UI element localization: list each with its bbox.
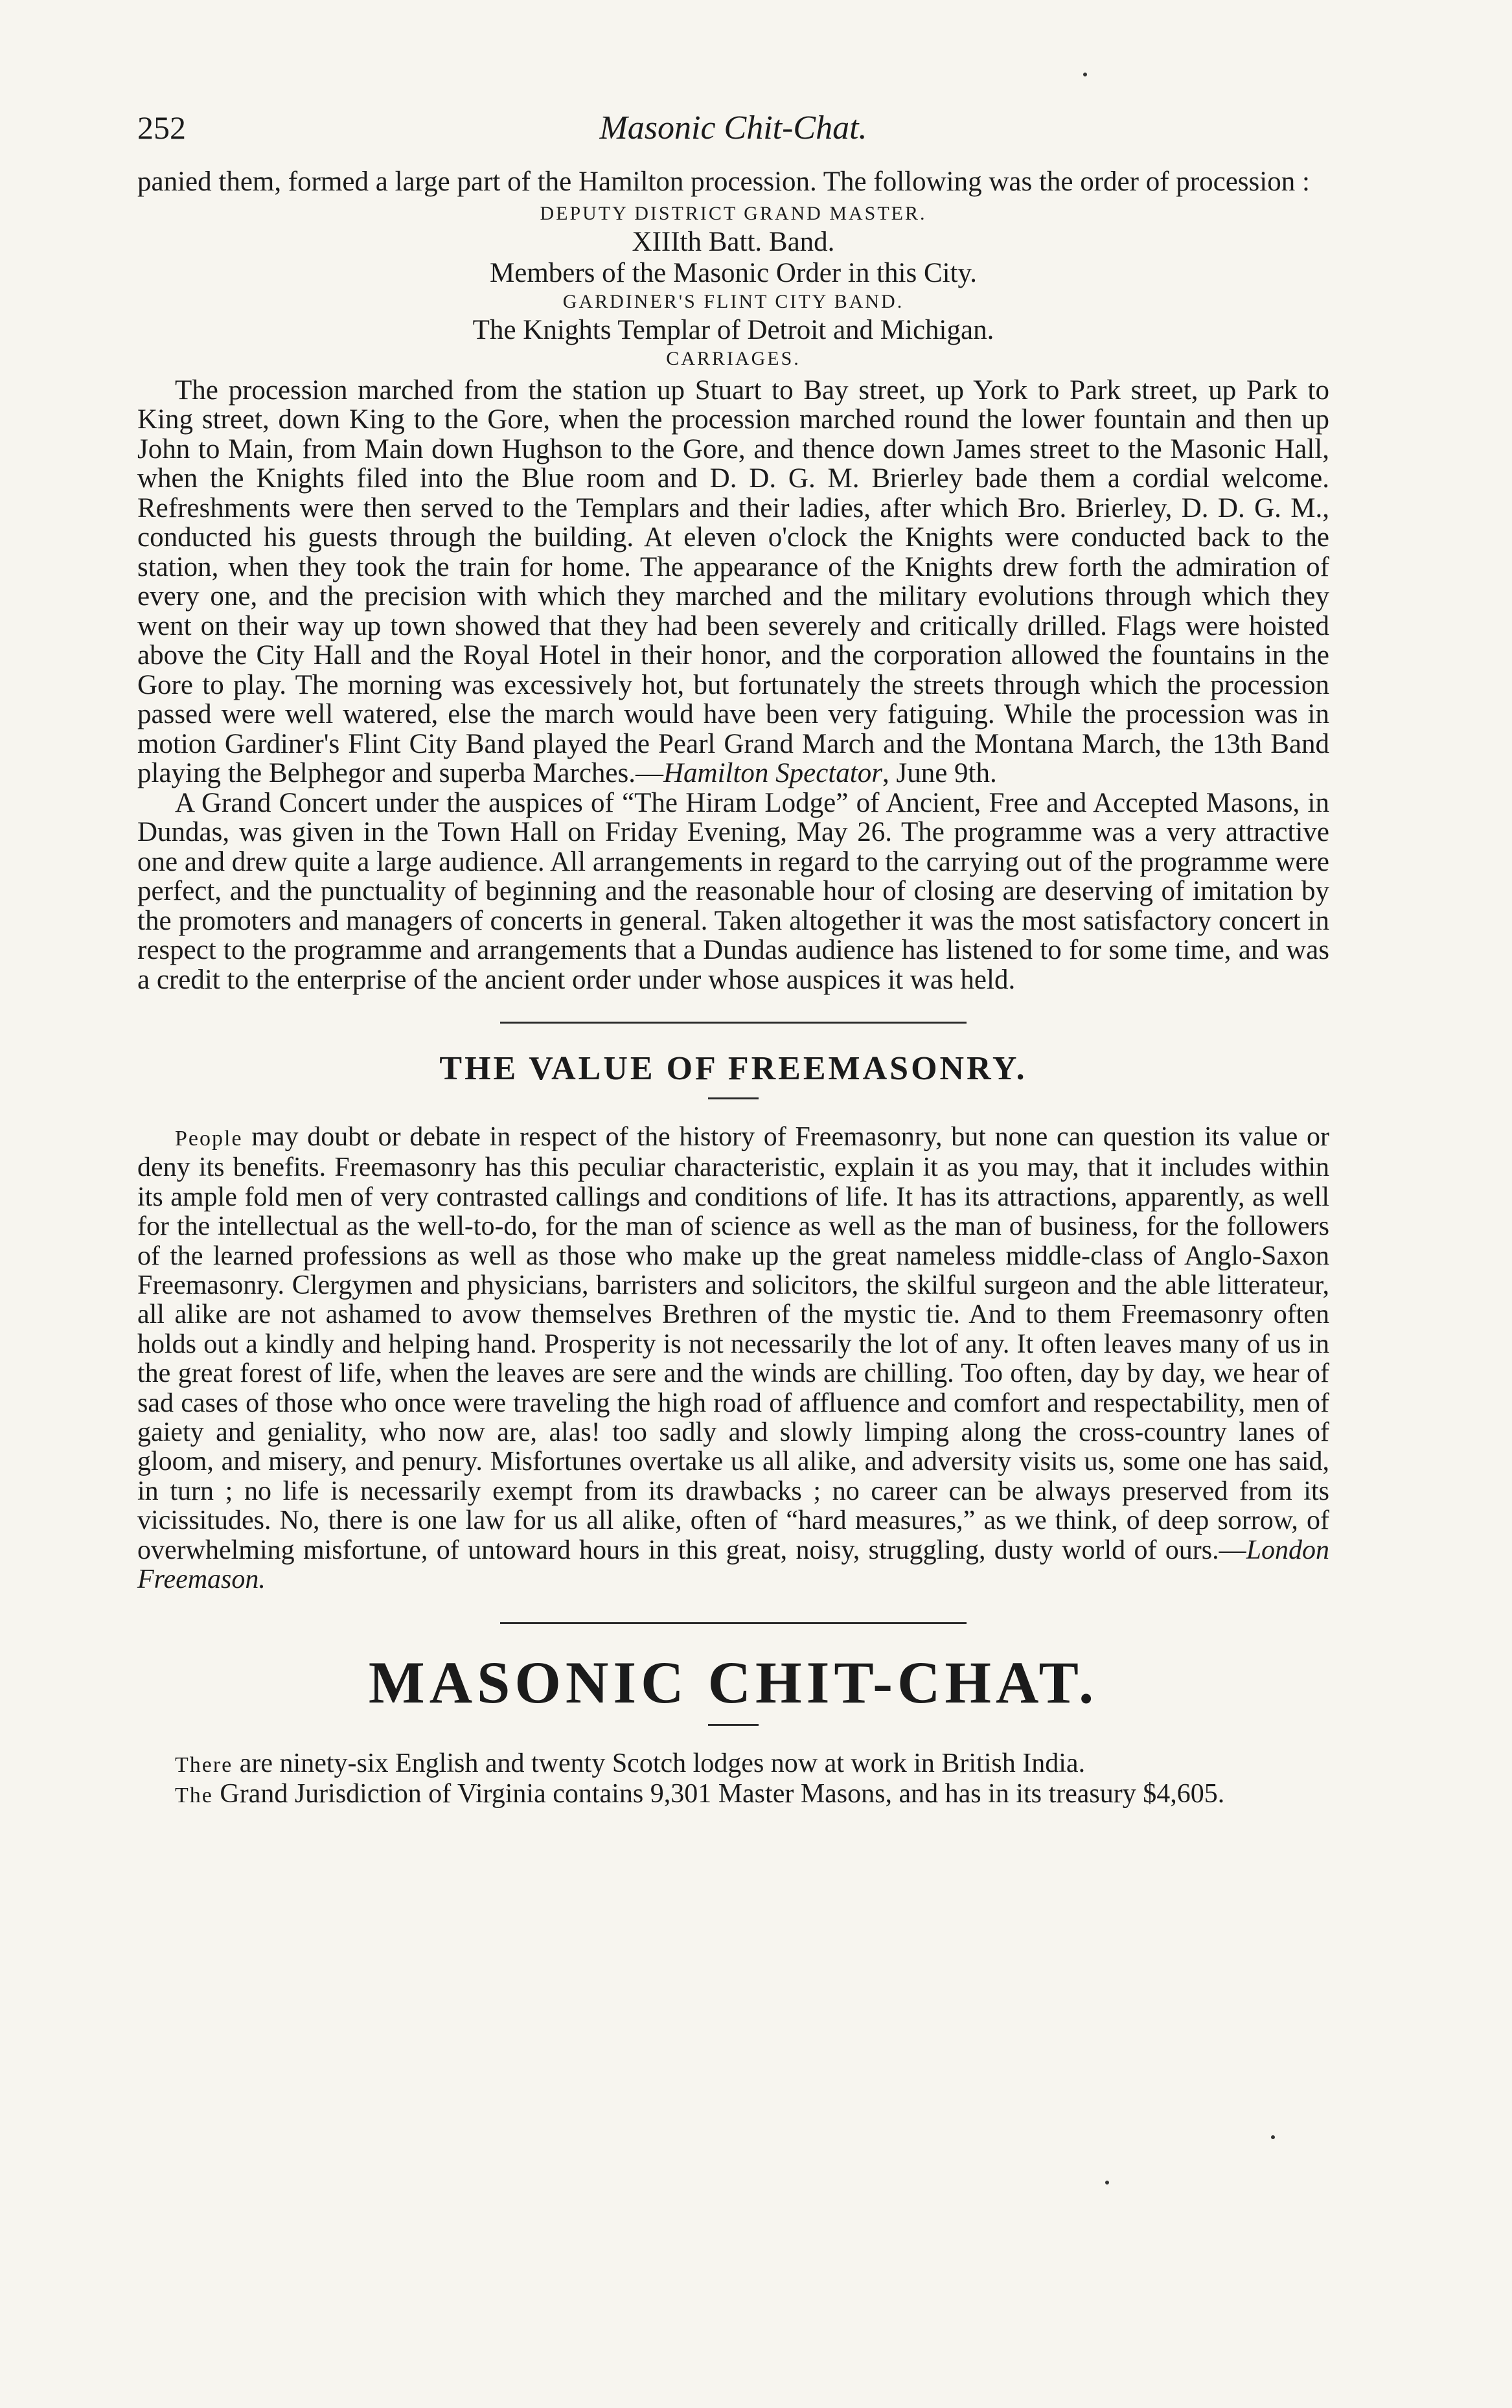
chit-chat-lead: The [175,1783,213,1807]
section-divider [500,1622,967,1624]
procession-source: Hamilton Spectator [663,758,882,788]
chit-chat-item [137,1749,1329,1780]
value-source: London Freemason. [137,1535,1329,1595]
running-title: Masonic Chit-Chat. [599,109,867,146]
value-paragraph [137,1123,1329,1595]
procession-paragraph [137,376,1329,788]
chit-chat-item [137,1780,1329,1810]
print-speck [1083,73,1087,76]
value-lead: People [175,1127,243,1151]
heading-underline [708,1097,759,1099]
section-divider [500,1022,967,1024]
procession-intro: panied them, formed a large part of the Hamilton procession. The following was the order of procession : [137,166,1310,197]
procession-order [137,201,1329,372]
concert-paragraph: A Grand Concert under the auspices of “The Hiram Lodge” of Ancient, Free and Accepted Masons, in Dundas, was given in the Town Hall on Friday Evening, May 26. The programme was a very attractive one and drew quite a large audience. All arrangements in regard to the carrying out of the programme were perfect, and the punctuality of beginning and the reasonable hour of closing are deserving of imitation by the promoters and managers of concerts in general. Taken altogether it was the most satisfactory concert in respect to the programme and arrangements that a Dundas audience has listened to for some time, and was a credit to the enterprise of the ancient order under whose auspices it was held. [137,787,1329,995]
page-number: 252 [137,109,186,146]
order-item: The Knights Templar of Detroit and Michigan. [472,314,994,345]
order-item: XIIIth Batt. Band. [632,226,835,257]
page-header [137,109,1329,167]
print-speck [1271,2135,1275,2139]
chit-chat-heading: MASONIC CHIT-CHAT. [368,1649,1099,1715]
value-body: may doubt or debate in respect of the history of Freemasonry, but none can question its value or deny its benefits. Freemasonry has this peculiar characteristic, explain it as you may, that it includes within its ample fold men of very contrasted callings and conditions of life. It has its attractions, apparently, as well for the intellectual as the well-to-do, for the man of science as well as the man of business, for the followers of the learned professions as well as those who make up the great nameless middle-class of Anglo-Saxon Freemasonry. Clergymen and physicians, barristers and solicitors, the skilful surgeon and the able litterateur, all alike are not ashamed to avow themselves Brethren of the mystic tie. And to them Freemasonry often holds out a kindly and helping hand. Prosperity is not necessarily the lot of any. It often leaves many of us in the great forest of life, when the leaves are sere and the winds are chilling. Too often, day by day, we hear of sad cases of those who once were traveling the high road of affluence and comfort and respectability, men of gaiety and geniality, who now are, alas! too sadly and slowly limping along the cross-country lanes of gloom, and misery, and penury. Misfortunes overtake us all alike, and adversity visits us, some one has said, in turn ; no life is necessarily exempt from its drawbacks ; no career can be always preserved from its vicissitudes. No, there is one law for us all alike, often of “hard measures,” as we think, of deep sorrow, of overwhelming misfortune, of untoward hours in this great, noisy, struggling, dusty world of ours.— [137,1122,1330,1565]
chit-chat-text: are ninety-six English and twenty Scotch lodges now at work in British India. [239,1748,1086,1778]
heading-underline [708,1724,759,1726]
order-item: GARDINER'S FLINT CITY BAND. [562,290,904,312]
order-item: DEPUTY DISTRICT GRAND MASTER. [540,202,927,224]
print-speck [1105,2181,1109,2184]
procession-body: The procession marched from the station up Stuart to Bay street, up York to Park street, up Park to King street, down King to the Gore, when the procession marched round the lower fountain and then up John to Main, from Main down Hughson to the Gore, and thence down James street to the Masonic Hall, when the Knights filed into the Blue room and D. D. G. M. Brierley bade them a cordial welcome. Refreshments were then served to the Templars and their ladies, after which Bro. Brierley, D. D. G. M., conducted his guests through the building. At eleven o'clock the Knights were conducted back to the station, when they took the train for home. The appearance of the Knights drew forth the admiration of every one, and the precision with which they marched and the military evolutions through which they went on their way up town showed that they had been severely and critically drilled. Flags were hoisted above the City Hall and the Royal Hotel in their honor, and the corporation allowed the fountains in the Gore to play. The morning was excessively hot, but fortunately the streets through which the procession passed were well watered, else the march would have been very fatiguing. While the procession was in motion Gardiner's Flint City Band played the Pearl Grand March and the Montana March, the 13th Band playing the Belphegor and superba Marches.— [137,374,1329,788]
chit-chat-text: Grand Jurisdiction of Virginia contains 9,301 Master Masons, and has in its treasury $4,605. [220,1778,1225,1809]
page [137,109,1329,1810]
procession-date: , June 9th. [882,758,997,788]
chit-chat-lead: There [175,1752,233,1777]
value-heading: THE VALUE OF FREEMASONRY. [439,1050,1027,1087]
order-item: Members of the Masonic Order in this City. [490,257,977,288]
order-item: CARRIAGES. [666,347,801,369]
